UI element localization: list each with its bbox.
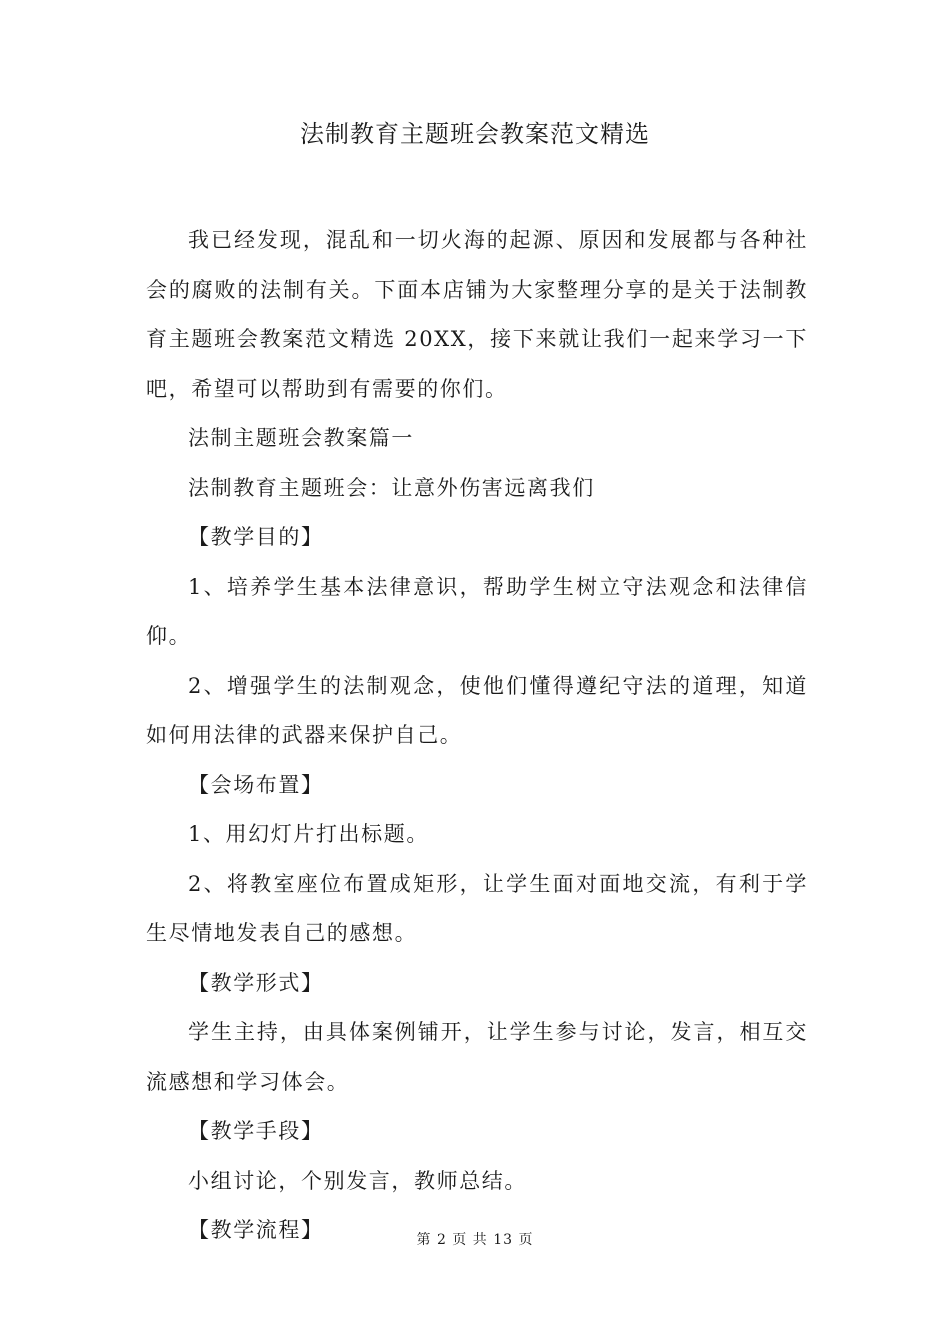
page-number: 第 2 页 共 13 页 (416, 1232, 534, 1248)
purpose-item-1: 1、培养学生基本法律意识，帮助学生树立守法观念和法律信仰。 (146, 574, 808, 648)
document-title: 法制教育主题班会教案范文精选 (300, 120, 650, 148)
heading-venue-layout: 【会场布置】 (188, 772, 324, 797)
venue-item-1: 1、用幻灯片打出标题。 (188, 822, 429, 846)
section-heading: 法制主题班会教案篇一 (188, 426, 414, 450)
venue-item-2: 2、将教室座位布置成矩形，让学生面对面地交流，有利于学生尽情地发表自己的感想。 (146, 871, 808, 945)
heading-teaching-means: 【教学手段】 (188, 1119, 324, 1143)
heading-teaching-process: 【教学流程】 (188, 1218, 324, 1242)
teaching-means-text: 小组讨论，个别发言，教师总结。 (188, 1168, 527, 1193)
heading-teaching-form: 【教学形式】 (188, 970, 324, 995)
intro-paragraph: 我已经发现，混乱和一切火海的起源、原因和发展都与各种社会的腐败的法制有关。下面本店铺为大家整理分享的是关于法制教育主题班会教案范文精选 20XX，接下来就让我们一起来学习一下吧，希望可以帮助到有需要的你们。 (146, 228, 808, 401)
document-body (146, 216, 808, 1256)
topic-line: 法制教育主题班会：让意外伤害远离我们 (188, 475, 595, 500)
purpose-item-2: 2、增强学生的法制观念，使他们懂得遵纪守法的道理，知道如何用法律的武器来保护自己。 (146, 673, 808, 747)
teaching-form-text: 学生主持，由具体案例铺开，让学生参与讨论，发言，相互交流感想和学习体会。 (146, 1020, 808, 1094)
heading-teaching-purpose: 【教学目的】 (188, 525, 324, 549)
